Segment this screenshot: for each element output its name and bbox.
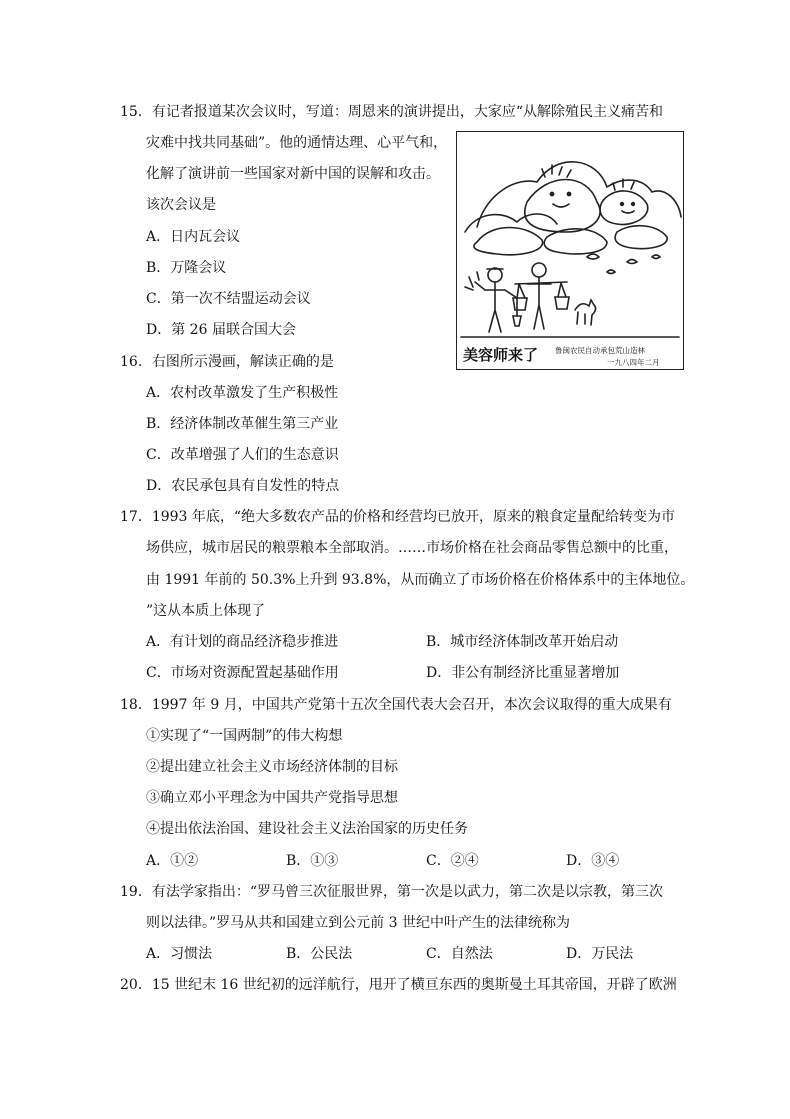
q16-option-a[interactable]: A．农村改革激发了生产积极性 <box>146 385 339 401</box>
q18-option-a[interactable]: A．①② <box>146 853 199 869</box>
cartoon-image <box>456 131 684 370</box>
q16-stem: 16．右图所示漫画，解读正确的是 <box>120 354 334 370</box>
q18-item-2: ②提出建立社会主义市场经济体制的目标 <box>146 759 398 775</box>
q17-stem-line3: 由 1991 年前的 50.3%上升到 93.8%，从而确立了市场价格在价格体系中的主体地位。 <box>146 572 695 588</box>
q18-option-b[interactable]: B．①③ <box>286 853 339 869</box>
cartoon-drawing <box>457 132 683 369</box>
q16-option-c[interactable]: C．改革增强了人们的生态意识 <box>146 447 339 463</box>
q17-option-c[interactable]: C．市场对资源配置起基础作用 <box>146 665 339 681</box>
q15-stem-line4: 该次会议是 <box>146 197 216 213</box>
q16-option-b[interactable]: B．经济体制改革催生第三产业 <box>146 416 339 432</box>
cartoon-caption-date: 一九八四年二月 <box>607 358 660 367</box>
cartoon-caption-title: 美容师来了 <box>463 346 539 364</box>
q17-stem-line4: ”这从本质上体现了 <box>146 603 266 619</box>
q19-stem-line1: 19．有法学家指出：“罗马曾三次征服世界，第一次是以武力，第二次是以宗教，第三次 <box>120 884 663 900</box>
q15-option-a[interactable]: A．日内瓦会议 <box>146 229 241 245</box>
q17-stem-line1: 17．1993 年底，“绝大多数农产品的价格和经营均已放开，原来的粮食定量配给转变为市 <box>120 509 676 525</box>
q17-option-b[interactable]: B．城市经济体制改革开始启动 <box>426 634 619 650</box>
q15-stem-line2: 灾难中找共同基础”。他的通情达理、心平气和， <box>146 135 448 151</box>
q15-stem-line1: 15．有记者报道某次会议时，写道：周恩来的演讲提出，大家应“从解除殖民主义痛苦和 <box>120 104 663 120</box>
q17-stem-line2: 场供应，城市居民的粮票粮本全部取消。……市场价格在社会商品零售总额中的比重， <box>146 540 678 556</box>
q15-option-c[interactable]: C．第一次不结盟运动会议 <box>146 291 311 307</box>
q15-option-b[interactable]: B．万隆会议 <box>146 260 227 276</box>
q19-stem-line2: 则以法律。”罗马从共和国建立到公元前 3 世纪中叶产生的法律统称为 <box>146 915 570 931</box>
q18-stem: 18．1997 年 9 月，中国共产党第十五次全国代表大会召开，本次会议取得的重大成果有 <box>120 697 672 713</box>
q19-option-c[interactable]: C．自然法 <box>426 946 493 962</box>
q15-option-d[interactable]: D．第 26 届联合国大会 <box>146 322 296 338</box>
q18-option-d[interactable]: D．③④ <box>566 853 620 869</box>
q16-option-d[interactable]: D．农民承包具有自发性的特点 <box>146 478 340 494</box>
q17-option-a[interactable]: A．有计划的商品经济稳步推进 <box>146 634 339 650</box>
q20-stem-line1: 20．15 世纪末 16 世纪初的远洋航行，甩开了横亘东西的奥斯曼土耳其帝国，开辟了欧洲 <box>120 977 677 993</box>
cartoon-caption-note: 鲁闽农民自动承包荒山造林 <box>555 346 645 355</box>
q15-stem-line3: 化解了演讲前一些国家对新中国的误解和攻击。 <box>146 166 440 182</box>
q19-option-d[interactable]: D．万民法 <box>566 946 634 962</box>
q17-option-d[interactable]: D．非公有制经济比重显著增加 <box>426 665 620 681</box>
q19-option-a[interactable]: A．习惯法 <box>146 946 213 962</box>
q18-item-1: ①实现了“一国两制”的伟大构想 <box>146 728 343 744</box>
q18-option-c[interactable]: C．②④ <box>426 853 479 869</box>
q18-item-4: ④提出依法治国、建设社会主义法治国家的历史任务 <box>146 821 468 837</box>
q18-item-3: ③确立邓小平理念为中国共产党指导思想 <box>146 790 398 806</box>
q19-option-b[interactable]: B．公民法 <box>286 946 353 962</box>
